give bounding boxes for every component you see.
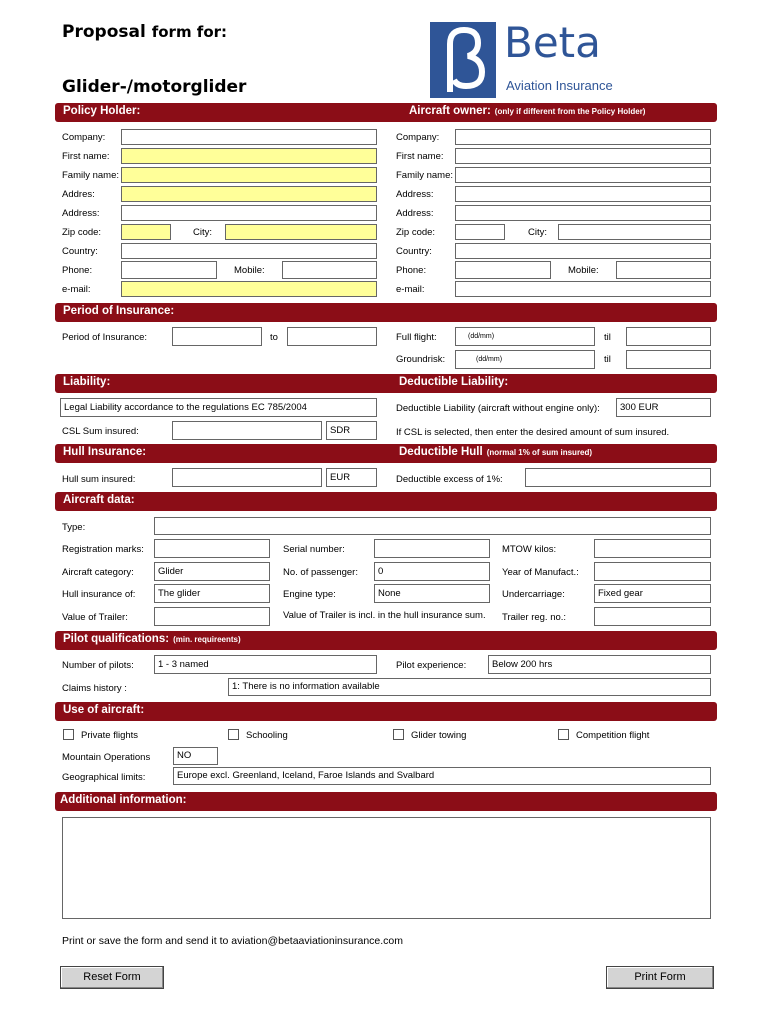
owner-mobile-label: Mobile: xyxy=(568,265,599,276)
mtow-label: MTOW kilos: xyxy=(502,544,557,555)
schooling-label: Schooling xyxy=(246,730,288,741)
additional-textarea[interactable] xyxy=(62,817,711,919)
serial-label: Serial number: xyxy=(283,544,345,555)
csl-unit: SDR xyxy=(326,421,377,440)
engine-label: Engine type: xyxy=(283,589,336,600)
holder-first-name-input[interactable] xyxy=(121,148,377,164)
owner-country-input[interactable] xyxy=(455,243,711,259)
undercarriage-select[interactable]: Fixed gear xyxy=(594,584,711,603)
schooling-checkbox[interactable] xyxy=(228,729,239,740)
holder-zip-input[interactable] xyxy=(121,224,171,240)
holder-address-label: Address: xyxy=(62,208,100,219)
owner-address2-label: Address: xyxy=(396,208,434,219)
owner-city-input[interactable] xyxy=(558,224,711,240)
experience-select[interactable]: Below 200 hrs xyxy=(488,655,711,674)
period-bar: Period of Insurance: xyxy=(55,303,717,322)
owner-email-input[interactable] xyxy=(455,281,711,297)
groundrisk-input[interactable]: (dd/mm) xyxy=(455,350,595,369)
pilots-number-label: Number of pilots: xyxy=(62,660,134,671)
glider-towing-label: Glider towing xyxy=(411,730,467,741)
owner-zip-label: Zip code: xyxy=(396,227,436,238)
owner-phone-label: Phone: xyxy=(396,265,427,276)
type-input[interactable] xyxy=(154,517,711,535)
serial-input[interactable] xyxy=(374,539,490,558)
additional-bar: Additional information: xyxy=(55,792,717,811)
logo-subtitle: Aviation Insurance xyxy=(506,78,613,93)
mountain-select[interactable]: NO xyxy=(173,747,218,765)
holder-city-label: City: xyxy=(193,227,212,238)
owner-email-label: e-mail: xyxy=(396,284,425,295)
deductible-liability-label: Deductible Liability (aircraft without engine only): xyxy=(396,403,600,414)
owner-family-name-input[interactable] xyxy=(455,167,711,183)
footer-note: Print or save the form and send it to aviation@betaaviationinsurance.com xyxy=(62,935,404,947)
holder-email-input[interactable] xyxy=(121,281,377,297)
owner-address1-label: Address: xyxy=(396,189,434,200)
trailer-reg-label: Trailer reg. no.: xyxy=(502,612,567,623)
deductible-liability-value[interactable]: 300 EUR xyxy=(616,398,711,417)
engine-select[interactable]: None xyxy=(374,584,490,603)
holder-phone-label: Phone: xyxy=(62,265,93,276)
holder-city-input[interactable] xyxy=(225,224,377,240)
geo-select[interactable]: Europe excl. Greenland, Iceland, Faroe Islands and Svalbard xyxy=(173,767,711,785)
owner-family-name-label: Family name: xyxy=(396,170,454,181)
aircraft-data-bar: Aircraft data: xyxy=(55,492,717,511)
passengers-select[interactable]: 0 xyxy=(374,562,490,581)
print-form-button[interactable]: Print Form xyxy=(606,966,714,989)
owner-phone-input[interactable] xyxy=(455,261,551,279)
experience-label: Pilot experience: xyxy=(396,660,467,671)
policy-holder-bar: Policy Holder: Aircraft owner: (only if different from the Policy Holder) xyxy=(55,103,717,122)
holder-zip-label: Zip code: xyxy=(62,227,102,238)
full-flight-input[interactable]: (dd/mm) xyxy=(455,327,595,346)
glider-towing-checkbox[interactable] xyxy=(393,729,404,740)
groundrisk-til-input[interactable] xyxy=(626,350,711,369)
trailer-value-input[interactable] xyxy=(154,607,270,626)
year-input[interactable] xyxy=(594,562,711,581)
holder-mobile-input[interactable] xyxy=(282,261,377,279)
hull-excess-label: Deductible excess of 1%: xyxy=(396,474,503,485)
trailer-reg-input[interactable] xyxy=(594,607,711,626)
groundrisk-label: Groundrisk: xyxy=(396,354,446,365)
owner-address2-input[interactable] xyxy=(455,205,711,221)
hull-bar: Hull Insurance: Deductible Hull (normal 1% of sum insured) xyxy=(55,444,717,463)
registration-input[interactable] xyxy=(154,539,270,558)
holder-email-label: e-mail: xyxy=(62,284,91,295)
year-label: Year of Manufact.: xyxy=(502,567,579,578)
holder-address-input[interactable] xyxy=(121,205,377,221)
owner-first-name-input[interactable] xyxy=(455,148,711,164)
owner-country-label: Country: xyxy=(396,246,432,257)
holder-addres-label: Addres: xyxy=(62,189,95,200)
full-flight-til-label: til xyxy=(604,332,611,343)
csl-note: If CSL is selected, then enter the desired amount of sum insured. xyxy=(396,427,670,438)
form-subtitle: Glider-/motorglider xyxy=(62,77,247,97)
private-flights-label: Private flights xyxy=(81,730,139,741)
hull-sum-label: Hull sum insured: xyxy=(62,474,136,485)
claims-label: Claims history : xyxy=(62,683,127,694)
holder-first-name-label: First name: xyxy=(62,151,110,162)
form-title: Proposal form for: xyxy=(62,22,228,42)
hull-unit: EUR xyxy=(326,468,377,487)
holder-company-label: Company: xyxy=(62,132,106,143)
pilots-number-select[interactable]: 1 - 3 named xyxy=(154,655,377,674)
mtow-input[interactable] xyxy=(594,539,711,558)
beta-symbol-icon xyxy=(430,22,496,98)
holder-addres-input[interactable] xyxy=(121,186,377,202)
holder-company-input[interactable] xyxy=(121,129,377,145)
hull-of-select[interactable]: The glider xyxy=(154,584,270,603)
owner-company-input[interactable] xyxy=(455,129,711,145)
holder-family-name-input[interactable] xyxy=(121,167,377,183)
type-label: Type: xyxy=(62,522,86,533)
legal-liability-field[interactable]: Legal Liability accordance to the regulations EC 785/2004 xyxy=(60,398,377,417)
beta-logo xyxy=(430,18,660,98)
hull-of-label: Hull insurance of: xyxy=(62,589,136,600)
trailer-value-label: Value of Trailer: xyxy=(62,612,128,623)
holder-mobile-label: Mobile: xyxy=(234,265,265,276)
competition-checkbox[interactable] xyxy=(558,729,569,740)
groundrisk-til-label: til xyxy=(604,354,611,365)
claims-select[interactable]: 1: There is no information available xyxy=(228,678,711,696)
private-flights-checkbox[interactable] xyxy=(63,729,74,740)
csl-label: CSL Sum insured: xyxy=(62,426,139,437)
geo-label: Geographical limits: xyxy=(62,772,146,783)
full-flight-til-input[interactable] xyxy=(626,327,711,346)
holder-family-name-label: Family name: xyxy=(62,170,120,181)
holder-phone-input[interactable] xyxy=(121,261,217,279)
liability-bar: Liability: Deductible Liability: xyxy=(55,374,717,393)
use-bar: Use of aircraft: xyxy=(55,702,717,721)
category-select[interactable]: Glider xyxy=(154,562,270,581)
period-to-label: to xyxy=(270,332,278,343)
registration-label: Registration marks: xyxy=(62,544,144,555)
owner-first-name-label: First name: xyxy=(396,151,444,162)
hull-sum-input[interactable] xyxy=(172,468,322,487)
csl-input[interactable] xyxy=(172,421,322,440)
owner-zip-input[interactable] xyxy=(455,224,505,240)
mountain-label: Mountain Operations xyxy=(62,752,151,763)
holder-country-input[interactable] xyxy=(121,243,377,259)
period-label: Period of Insurance: xyxy=(62,332,148,343)
owner-address1-input[interactable] xyxy=(455,186,711,202)
logo-name: Beta xyxy=(504,18,601,67)
owner-mobile-input[interactable] xyxy=(616,261,711,279)
hull-excess-input[interactable] xyxy=(525,468,711,487)
passengers-label: No. of passenger: xyxy=(283,567,358,578)
undercarriage-label: Undercarriage: xyxy=(502,589,565,600)
category-label: Aircraft category: xyxy=(62,567,134,578)
pilot-bar: Pilot qualifications: (min. requireents) xyxy=(55,631,717,650)
owner-city-label: City: xyxy=(528,227,547,238)
holder-country-label: Country: xyxy=(62,246,98,257)
period-to-input[interactable] xyxy=(287,327,377,346)
period-from-input[interactable] xyxy=(172,327,262,346)
trailer-note: Value of Trailer is incl. in the hull insurance sum. xyxy=(283,610,486,621)
full-flight-label: Full flight: xyxy=(396,332,437,343)
reset-form-button[interactable]: Reset Form xyxy=(60,966,164,989)
owner-company-label: Company: xyxy=(396,132,440,143)
competition-label: Competition flight xyxy=(576,730,650,741)
